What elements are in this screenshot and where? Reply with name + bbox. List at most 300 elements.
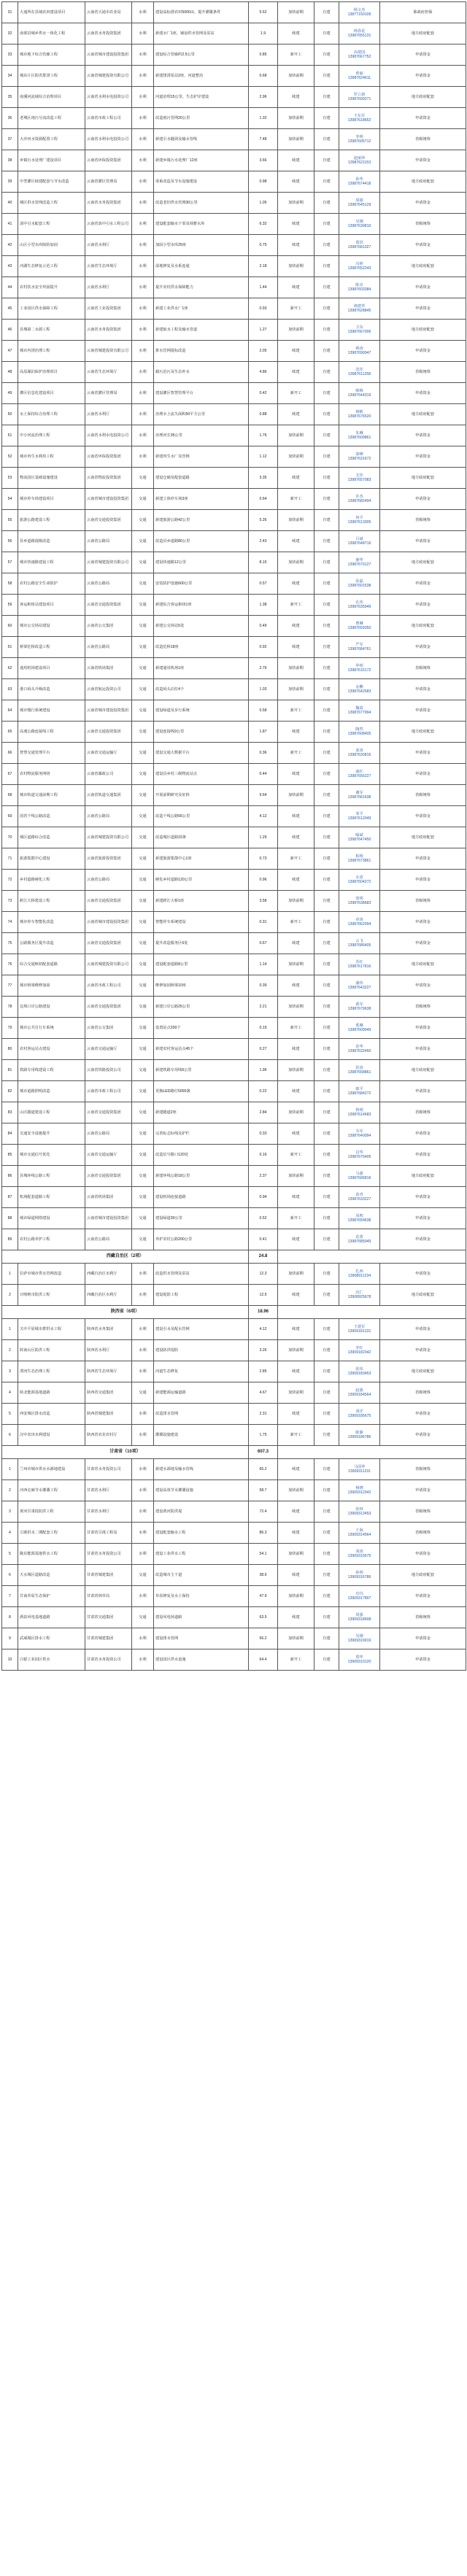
project-mode: 自建: [314, 362, 339, 383]
project-category: 交通: [132, 1607, 154, 1628]
project-note: 申请资金: [380, 1480, 466, 1501]
contact-name: 马强: [355, 1171, 363, 1176]
project-category: 水利: [132, 1628, 154, 1649]
contact-phone: 13987662094: [347, 922, 371, 927]
project-investment: 0.98: [249, 171, 278, 193]
project-category: 交通: [132, 827, 154, 848]
table-body-group-c: [2, 1319, 466, 1446]
project-name: 大沙河水资源配置工程: [18, 129, 85, 150]
row-seq: 1: [2, 1319, 18, 1340]
project-status: 续建: [278, 531, 314, 552]
table-row: [2, 997, 466, 1018]
row-seq: 74: [2, 912, 18, 933]
project-content: 建设交通大数据平台: [154, 743, 249, 764]
table-row: [2, 1319, 466, 1340]
project-name: 县城环线公路工程: [18, 1166, 85, 1187]
project-owner: 甘肃省交通集团: [85, 1607, 132, 1628]
project-owner: 云南省滇中引水工程公司: [85, 214, 132, 235]
project-owner: 云南省邮政公司: [85, 764, 132, 785]
project-contact: [339, 193, 380, 214]
project-status: 新开工: [278, 45, 314, 66]
project-investment: 6.32: [249, 214, 278, 235]
contact-name: 奚琳: [355, 1023, 363, 1028]
project-content: 改造老旧供水管网30公里: [154, 193, 249, 214]
project-content: 新建隧道2座: [154, 1102, 249, 1123]
project-content: 新建水源地及输水管线: [154, 1459, 249, 1480]
row-seq: 63: [2, 679, 18, 700]
project-contact: [339, 510, 380, 531]
project-contact: [339, 616, 380, 637]
project-name: 旅游公路建设工程: [18, 510, 85, 531]
project-contact: [339, 1187, 380, 1208]
project-name: 河西走廊节水灌溉工程: [18, 1480, 85, 1501]
project-investment: 0.16: [249, 1145, 278, 1166]
project-investment: 1.9: [249, 23, 278, 45]
project-name: 物流园区基础设施建设: [18, 468, 85, 489]
project-note: 申请资金: [380, 1319, 466, 1340]
project-note: 申请资金: [380, 1649, 466, 1671]
project-content: 养护农村公路200公里: [154, 1229, 249, 1250]
project-content: 提升农村供水保障能力: [154, 277, 249, 298]
project-status: 新开工: [278, 1208, 314, 1229]
project-status: 加快前期: [278, 129, 314, 150]
row-seq: 49: [2, 383, 18, 404]
project-category: 交通: [132, 806, 154, 827]
project-name: 关中平原城市群供水工程: [18, 1319, 85, 1340]
contact-name: 王建军: [353, 1324, 366, 1329]
project-contact: [339, 129, 380, 150]
project-name: 边境口岸公路建设: [18, 997, 85, 1018]
table-row: [2, 1404, 466, 1425]
project-investment: 8.15: [249, 552, 278, 573]
project-investment: 1.87: [249, 722, 278, 743]
contact-name: 张林: [355, 1506, 363, 1512]
contact-name: 赵丽萍: [353, 155, 366, 160]
project-status: 新开工: [278, 848, 314, 870]
project-contact: [339, 975, 380, 997]
table-row: [2, 1187, 466, 1208]
project-contact: [339, 1628, 380, 1649]
contact-name: 高建国: [353, 50, 366, 55]
project-contact: [339, 827, 380, 848]
project-category: 交通: [132, 954, 154, 975]
project-category: 水利: [132, 1523, 154, 1544]
row-seq: 39: [2, 171, 18, 193]
project-content: 治理水土流失面积50平方公里: [154, 404, 249, 425]
project-mode: 自建: [314, 1264, 339, 1285]
project-investment: 12.3: [249, 1264, 278, 1285]
contact-name: 曹琳: [355, 621, 363, 626]
project-content: 新建公交场站5处: [154, 616, 249, 637]
project-mode: 自建: [314, 1018, 339, 1039]
project-owner: 云南省水务投资集团: [85, 193, 132, 214]
project-contact: [339, 764, 380, 785]
table-row: [2, 954, 466, 975]
project-investment: 0.22: [249, 1081, 278, 1102]
project-mode: 自建: [314, 1425, 339, 1446]
contact-name: 吴刚: [355, 219, 363, 224]
project-status: 续建: [278, 616, 314, 637]
project-category: 水利: [132, 277, 154, 298]
contact-phone: 13987682494: [347, 499, 371, 503]
project-category: 交通: [132, 679, 154, 700]
contact-phone: 13908925678: [347, 1295, 371, 1299]
project-note: 地方政府配套: [380, 722, 466, 743]
row-seq: 75: [2, 933, 18, 954]
project-mode: 自建: [314, 806, 339, 827]
project-owner: 云南省交通投资集团: [85, 997, 132, 1018]
project-owner: 云南省水利水电投资公司: [85, 87, 132, 108]
project-status: 续建: [278, 341, 314, 362]
project-status: 加快前期: [278, 108, 314, 129]
project-name: 城市绿道网络建设: [18, 1208, 85, 1229]
project-status: 续建: [278, 806, 314, 827]
project-content: 改造危桥18座: [154, 637, 249, 658]
project-note: 申请资金: [380, 298, 466, 320]
project-note: 地方政府配套: [380, 1060, 466, 1081]
table-row: [2, 975, 466, 997]
project-owner: 甘肃省林草局: [85, 1586, 132, 1607]
table-row: [2, 891, 466, 912]
project-category: 水利: [132, 1459, 154, 1480]
project-investment: 7.48: [249, 129, 278, 150]
project-content: 完善标志标线及护栏: [154, 1123, 249, 1145]
project-owner: 云南省城建投资有限公司: [85, 552, 132, 573]
project-category: 水利: [132, 1340, 154, 1361]
project-contact: [339, 573, 380, 595]
row-seq: 79: [2, 1018, 18, 1039]
project-contact: [339, 1264, 380, 1285]
table-row: [2, 298, 466, 320]
project-name: 老城区雨污分流改造工程: [18, 108, 85, 129]
project-owner: 云南省城建投资有限公司: [85, 954, 132, 975]
project-mode: 自建: [314, 425, 339, 446]
project-status: 新开工: [278, 298, 314, 320]
contact-phone: 13987612049: [347, 816, 371, 821]
project-status: 续建: [278, 150, 314, 171]
project-contact: [339, 150, 380, 171]
row-seq: 34: [2, 66, 18, 87]
project-mode: 自建: [314, 1039, 339, 1060]
row-seq: 50: [2, 404, 18, 425]
project-status: 加快前期: [278, 552, 314, 573]
table-row: [2, 637, 466, 658]
contact-name: 冯婷: [355, 261, 363, 266]
project-name: 大通所在县域农田建设项目: [18, 2, 85, 23]
project-investment: 0.39: [249, 975, 278, 997]
project-investment: 1.38: [249, 595, 278, 616]
project-contact: [339, 1145, 380, 1166]
project-content: 草原修复及水土保持: [154, 1586, 249, 1607]
project-owner: 云南省城建投资有限公司: [85, 827, 132, 848]
project-status: 加快前期: [278, 510, 314, 531]
project-investment: 0.96: [249, 870, 278, 891]
contact-phone: 13987614683: [347, 1113, 371, 1117]
project-investment: 4.12: [249, 806, 278, 827]
project-category: 水利: [132, 1480, 154, 1501]
project-contact: [339, 1501, 380, 1523]
project-name: 拉萨市城市供水管网改造: [18, 1264, 85, 1285]
table-row: [2, 827, 466, 848]
project-note: 申请资金: [380, 1340, 466, 1361]
table-row: [2, 1382, 466, 1404]
project-name: 汉中农田水利建设: [18, 1425, 85, 1446]
project-category: 水利: [132, 425, 154, 446]
contact-phone: 13909310120: [347, 1660, 371, 1664]
row-seq: 80: [2, 1039, 18, 1060]
project-owner: 云南省铁路投资公司: [85, 1060, 132, 1081]
section-total: 18.96: [249, 1306, 278, 1319]
project-owner: 云南省公路局: [85, 806, 132, 827]
project-investment: 0.57: [249, 573, 278, 595]
project-category: 水利: [132, 298, 154, 320]
table-row: [2, 722, 466, 743]
contact-name: 孙华: [355, 177, 363, 182]
project-note: 地方政府配套: [380, 1565, 466, 1586]
project-content: 建设园区供水设施: [154, 1649, 249, 1671]
table-row: [2, 1459, 466, 1480]
project-contact: [339, 1382, 380, 1404]
project-status: 加快前期: [278, 785, 314, 806]
table-body-group-d: [2, 1459, 466, 1671]
contact-name: 陶然: [355, 727, 363, 732]
project-note: 地方政府配套: [380, 87, 466, 108]
project-content: 更换LED路灯5000盏: [154, 1081, 249, 1102]
project-status: 加快前期: [278, 1340, 314, 1361]
project-content: 改造雨污管网20公里: [154, 108, 249, 129]
project-note: 省级统筹: [380, 997, 466, 1018]
table-row: [2, 235, 466, 256]
project-status: 续建: [278, 1607, 314, 1628]
project-note: 地方政府配套: [380, 827, 466, 848]
contact-phone: 13909314564: [347, 1533, 371, 1537]
project-investment: 1.44: [249, 277, 278, 298]
project-content: 新建能源运输道路: [154, 1382, 249, 1404]
table-row: [2, 1544, 466, 1565]
row-seq: 70: [2, 827, 18, 848]
project-mode: 自建: [314, 1404, 339, 1425]
contact-phone: 13987630816: [347, 753, 371, 757]
project-status: 续建: [278, 722, 314, 743]
project-mode: 自建: [314, 891, 339, 912]
contact-name: 严军: [355, 642, 363, 647]
project-investment: 0.93: [249, 298, 278, 320]
table-row: [2, 785, 466, 806]
project-category: 水利: [132, 256, 154, 277]
project-mode: 自建: [314, 1166, 339, 1187]
project-owner: 陕西省水务集团: [85, 1319, 132, 1340]
table-row: [2, 108, 466, 129]
contact-name: 沈佳: [355, 367, 363, 372]
project-note: 申请资金: [380, 637, 466, 658]
project-mode: 自建: [314, 827, 339, 848]
contact-name: 韦军: [355, 1129, 363, 1134]
project-note: 申请资金: [380, 1039, 466, 1060]
contact-name: 凤鸣: [355, 1213, 363, 1218]
project-note: 申请资金: [380, 1425, 466, 1446]
project-content: 新建引水隧洞及输水管线: [154, 129, 249, 150]
table-row: [2, 595, 466, 616]
project-investment: 0.75: [249, 235, 278, 256]
contact-name: 花蕾: [355, 1234, 363, 1239]
table-row: [2, 45, 466, 66]
project-contact: [339, 383, 380, 404]
project-investment: 3.58: [249, 891, 278, 912]
project-name: 城市慢行系统建设: [18, 700, 85, 722]
row-seq: 6: [2, 1425, 18, 1446]
project-investment: 2.37: [249, 1166, 278, 1187]
section-label: 陕西省（6项）: [2, 1306, 249, 1319]
project-name: 港口码头升级改造: [18, 679, 85, 700]
project-status: 续建: [278, 933, 314, 954]
project-name: 县城第二水源工程: [18, 320, 85, 341]
contact-name: 施华: [355, 557, 363, 562]
project-note: 申请资金: [380, 489, 466, 510]
project-content: 新建环线公路18公里: [154, 1166, 249, 1187]
project-contact: [339, 1285, 380, 1306]
project-contact: [339, 108, 380, 129]
project-status: 新开工: [278, 912, 314, 933]
row-seq: 42: [2, 235, 18, 256]
project-status: 续建: [278, 87, 314, 108]
project-content: 智能停车系统建设: [154, 912, 249, 933]
project-name: 城市快速路建设工程: [18, 552, 85, 573]
project-investment: 0.68: [249, 66, 278, 87]
project-content: 新建旅游集散中心1座: [154, 848, 249, 870]
contact-phone: 13987644319: [347, 393, 371, 398]
contact-name: 金鹏: [355, 684, 363, 689]
contact-name: 许杰: [355, 494, 363, 499]
project-name: 白银工业园区供水: [18, 1649, 85, 1671]
contact-phone: 13908911234: [347, 1274, 371, 1278]
table-row: [2, 404, 466, 425]
table-row: [2, 1649, 466, 1671]
contact-name: 吕斌: [355, 536, 363, 541]
contact-phone: 13909183453: [347, 1372, 371, 1376]
project-content: 建设配套输水干渠及调蓄水库: [154, 214, 249, 235]
project-status: 续建: [278, 1319, 314, 1340]
project-name: 渭河生态治理工程: [18, 1361, 85, 1382]
row-seq: 38: [2, 150, 18, 171]
project-contact: [339, 1081, 380, 1102]
contact-name: 杨晓: [355, 1485, 363, 1490]
contact-name: 云飞: [355, 938, 363, 943]
project-owner: 云南省公交集团: [85, 616, 132, 637]
project-mode: 自建: [314, 764, 339, 785]
project-content: 建设防洪堤防: [154, 1340, 249, 1361]
table-row: [2, 1081, 466, 1102]
project-name: 南溪河流域综合治理项目: [18, 87, 85, 108]
project-investment: 5.52: [249, 2, 278, 23]
project-owner: 云南省城市建设投资集团: [85, 700, 132, 722]
table-row: [2, 552, 466, 573]
project-content: 建设灌区智慧管理平台: [154, 383, 249, 404]
project-note: 地方政府配套: [380, 171, 466, 193]
project-content: 维修加固桥梁10座: [154, 975, 249, 997]
project-content: 河道治理15公里，生态护岸建设: [154, 87, 249, 108]
project-investment: 2.05: [249, 341, 278, 362]
project-owner: 甘肃省城建集团: [85, 1628, 132, 1649]
row-seq: 43: [2, 256, 18, 277]
contact-phone: 13987655131: [347, 34, 371, 38]
project-note: 申请资金: [380, 1264, 466, 1285]
project-category: 交通: [132, 764, 154, 785]
project-contact: [339, 489, 380, 510]
project-owner: 云南省水利厅: [85, 235, 132, 256]
project-owner: 云南省机场集团: [85, 658, 132, 679]
project-category: 水利: [132, 1361, 154, 1382]
project-status: 续建: [278, 1285, 314, 1306]
row-seq: 10: [2, 1649, 18, 1671]
contact-phone: 13987676520: [347, 414, 371, 419]
contact-name: 张伟: [355, 1366, 363, 1372]
project-name: 陇东能源基地供水工程: [18, 1544, 85, 1565]
project-category: 水利: [132, 129, 154, 150]
project-mode: 自建: [314, 489, 339, 510]
contact-phone: 13987690047: [347, 351, 371, 355]
project-owner: 云南省水利水电投资公司: [85, 129, 132, 150]
contact-phone: 13877150109: [347, 12, 371, 17]
table-row: [2, 362, 466, 383]
project-name: 农村客运站点建设: [18, 1039, 85, 1060]
contact-name: 魏霞: [355, 705, 363, 711]
project-name: 机场配套道路工程: [18, 1187, 85, 1208]
project-owner: 云南省水利厅: [85, 404, 132, 425]
project-content: 改造干线公路56公里: [154, 806, 249, 827]
project-mode: 自建: [314, 1208, 339, 1229]
project-contact: [339, 1607, 380, 1628]
project-mode: 自建: [314, 1285, 339, 1306]
contact-name: 孔伟: [355, 600, 363, 605]
project-mode: 自建: [314, 1229, 339, 1250]
project-investment: 1.32: [249, 108, 278, 129]
project-status: 加快前期: [278, 446, 314, 468]
contact-phone: 13909313453: [347, 1512, 371, 1516]
table-row: [2, 1166, 466, 1187]
project-category: 交通: [132, 552, 154, 573]
project-mode: 自建: [314, 658, 339, 679]
project-mode: 自建: [314, 468, 339, 489]
contact-phone: 13909315675: [347, 1554, 371, 1558]
project-note: 地方政府配套: [380, 468, 466, 489]
table-row: [2, 277, 466, 298]
table-row: [2, 679, 466, 700]
project-contact: [339, 425, 380, 446]
table-row: [2, 1586, 466, 1607]
contact-name: 周强: [355, 1612, 363, 1617]
table-row: [2, 1501, 466, 1523]
project-name: 城市内涝治理工程: [18, 341, 85, 362]
project-status: 加快前期: [278, 1586, 314, 1607]
project-contact: [339, 235, 380, 256]
contact-name: 喻斌: [355, 832, 363, 838]
contact-phone: 13987648716: [347, 541, 371, 546]
project-owner: 甘肃省水务投资公司: [85, 1459, 132, 1480]
project-mode: 自建: [314, 743, 339, 764]
project-category: 水利: [132, 193, 154, 214]
project-status: 续建: [278, 1123, 314, 1145]
contact-name: 马国华: [353, 1464, 366, 1469]
project-owner: 云南省市政工程公司: [85, 1081, 132, 1102]
project-note: 地方政府配套: [380, 256, 466, 277]
project-owner: 云南省水务投资集团: [85, 320, 132, 341]
contact-phone: 13987699271: [347, 97, 371, 101]
project-investment: 72.4: [249, 1501, 278, 1523]
project-owner: 陕西省水利厅: [85, 1340, 132, 1361]
project-content: 开展前期研究及征拆: [154, 785, 249, 806]
project-content: 建设绿道及步行系统: [154, 700, 249, 722]
row-seq: 87: [2, 1187, 18, 1208]
